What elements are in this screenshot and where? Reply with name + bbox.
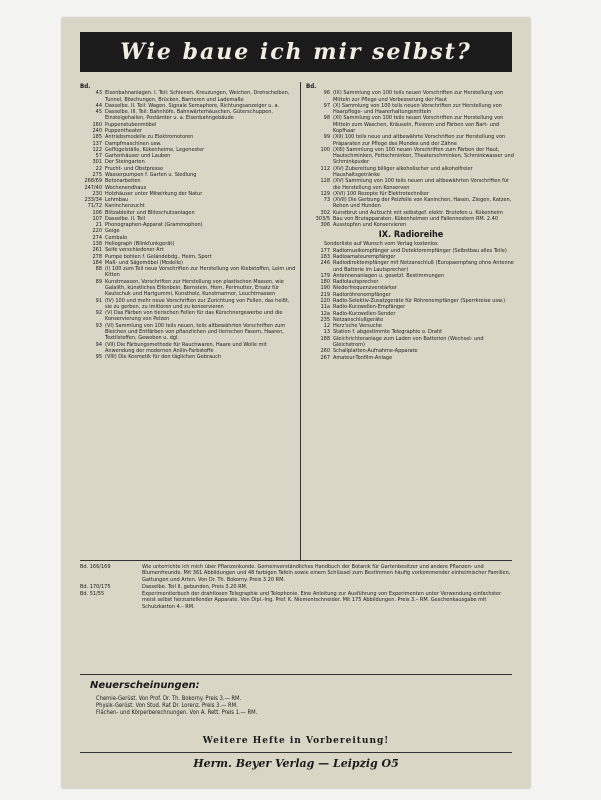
volume-number: 230 [92, 190, 102, 197]
volume-number: 92 [95, 310, 102, 317]
volume-title: Wie unterrichte ich mich über Pflanzenkunde. Gemeinverständliches Handbuch der Botanik für Gartenbesitzer und andere Pflanzen- und Blumenfreunde. Mit 361 Abbildungen und 48 farbigen Tafeln sowie einem Schlüssel zum Bestimmen häufig vorkommender einheimischer Familien, Gattungen und Arten. Von Dr. Th. Bokorny. Preis 3.20 RM. [142, 564, 511, 583]
volume-title: Heliograph (Blinkfunkgerät) [105, 241, 175, 248]
volume-number: 44 [95, 102, 102, 109]
volume-title: Puppentheater [105, 127, 142, 134]
volume-title: Gartenhäuser und Lauben [105, 153, 171, 160]
new-releases-list [96, 696, 506, 718]
list-item [306, 336, 516, 349]
volume-number: 95 [95, 354, 102, 361]
list-item [306, 134, 516, 147]
volume-number: 11a [320, 304, 330, 311]
list-item [80, 584, 512, 590]
volume-title: Betonarbeiten [105, 178, 141, 185]
list-item [306, 178, 516, 191]
volume-number: 261 [92, 247, 102, 254]
volume-title: Maß- und Sägemöbel (Modelle) [105, 259, 184, 266]
list-item [80, 279, 296, 298]
radio-section-subtitle: Sonderliste auf Wunsch vom Verlag kostenlos [324, 241, 438, 248]
volume-number: 233/34 [84, 197, 102, 204]
volume-number: 107 [92, 215, 102, 222]
volume-number: 246 [320, 260, 330, 267]
publisher-line: Herm. Beyer Verlag — Leipzig O5 [193, 757, 399, 770]
list-item [306, 260, 516, 273]
volume-title: Kaninchenzucht [105, 203, 145, 210]
volume-number: 306 [320, 222, 330, 229]
volume-title: Radioamateurempfänger [333, 254, 396, 261]
volume-number: 91 [95, 297, 102, 304]
volume-title: Frucht- und Obstpresse [105, 165, 164, 172]
volume-number: 98 [323, 115, 330, 122]
volume-title: Eisenbahnanlagen. I. Teil: Schienen, Kreuzungen, Weichen, Drehscheiben, Tunnel, Böschungen, Brücken, Barrieren und Lademaße [105, 90, 290, 103]
volume-title: (XI) Sammlung von 100 teils neuen Vorschriften zur Herstellung von Mitteln zum Waschen, Kräuseln, Fixieren und Färben von Bart- und Kopfhaar [333, 115, 504, 134]
list-item [306, 222, 516, 228]
list-item [306, 197, 516, 210]
volume-number: 45 [95, 109, 102, 116]
volume-title: Radio-Selektiv-Zusatzgeräte für Röhrenempfänger (Sperrkreise usw.) [333, 298, 506, 304]
volume-title: (XV) Sammlung von 100 teils neuen und altbewährten Vorschriften für die Herstellung von Konserven [333, 178, 510, 191]
volume-number: 180 [320, 279, 330, 286]
left-entry-list [80, 90, 296, 360]
volume-title: Dampfmaschinen usw. [105, 140, 162, 147]
volume-title: Gleichrichteranlage zum Laden von Batterien (Wechsel- und Gleichstrom) [333, 335, 484, 348]
document-page [62, 18, 530, 788]
new-release-item: Chemie-Gerüst. Von Prof. Dr. Th. Bokorny. Preis 3.— RM. [96, 696, 242, 702]
volume-title: (VIII) Die Kosmetik für den täglichen Gebrauch [105, 354, 222, 361]
list-item [306, 147, 516, 166]
right-entry-list [306, 90, 516, 228]
more-coming-note: Weitere Hefte in Vorbereitung! [202, 736, 390, 746]
volume-number: 275 [92, 171, 102, 178]
volume-number: 112 [320, 165, 330, 172]
volume-title: Niederfrequenzverstärker [333, 285, 397, 292]
book-descriptions [80, 564, 512, 611]
volume-title: (I) 100 zum Teil neue Vorschriften zur Herstellung von Klebstoffen, Leim und Kitten [105, 266, 296, 279]
list-item [80, 591, 512, 610]
volume-number: 22 [95, 165, 102, 172]
radio-section-title: IX. Radioreihe [378, 230, 444, 241]
volume-title: Geflügelställe, Kükenheime, Legenester [105, 146, 205, 153]
volume-title: Radiodirektempfänger mit Netzanschluß (Europaempfang ohne Antenne und Batterie im Lautsprecher) [333, 260, 514, 273]
volume-number: 219 [320, 291, 330, 298]
list-item [306, 166, 516, 179]
volume-number: 93 [95, 322, 102, 329]
volume-number: 122 [92, 146, 102, 153]
volume-title: Geige [105, 228, 120, 235]
volume-title: Pumpe bohlen f. Geländebdg., Heim, Sport [105, 253, 212, 260]
list-item [80, 323, 296, 342]
volume-number: 190 [320, 285, 330, 292]
divider-line [80, 752, 512, 753]
left-column [80, 84, 296, 360]
volume-number: 268/69 [84, 178, 102, 185]
divider-line [80, 674, 512, 675]
volume-title: Dasselbe. Teil II, gebunden, Preis 3.20 RM. [142, 583, 248, 590]
volume-number: 235 [320, 316, 330, 323]
volume-number: 99 [323, 134, 330, 141]
volume-number: 184 [92, 259, 102, 266]
volume-title: Bau von Brutapparaten, Kükenheimen und Fallennestern RM. 2.40 [333, 215, 499, 222]
volume-title: Kunstbrut und Aufzucht mit selbstgef. elektr. Brutofen u. Kükenheim [333, 209, 503, 216]
volume-title: Antennenanlagen u. gesetzl. Bestimmungen [333, 272, 445, 279]
volume-title: Wochenendhaus [105, 184, 147, 191]
list-item [80, 342, 296, 355]
volume-title: Dasselbe. II. Teil: Wagen, Signale Semaphore, Richtungsanzeiger u. a. [105, 102, 280, 109]
volume-number: 278 [92, 253, 102, 260]
volume-number: 302 [320, 209, 330, 216]
volume-number: 188 [320, 335, 330, 342]
volume-title: (IV) 100 und mehr neue Vorschriften zur Zurichtung von Fellen, das heißt, sie zu gerben, zu imitieren und zu konservieren [105, 297, 290, 310]
list-item [306, 355, 516, 361]
volume-title: Dasselbe. III. Teil: Bahnhöfe, Bahnwärterhäuschen, Güterschuppen, Einsteigehallen, Postämter u. a. Eisenbahngebäude [105, 109, 273, 122]
volume-number: 160 [92, 121, 102, 128]
volume-number: 220 [92, 228, 102, 235]
volume-title: (XVI) 100 Rezepte für Elektrotechniker [333, 190, 429, 197]
volume-number: 138 [92, 241, 102, 248]
volume-number: 129 [320, 190, 330, 197]
page-title: Wie baue ich mir selbst? [80, 32, 512, 72]
volume-number: 12a [320, 310, 330, 317]
volume-number: 137 [92, 140, 102, 147]
new-release-item: Flächen- und Körperberechnungen. Von A. Rett. Preis 1.— RM. [96, 710, 258, 717]
volume-title: Radioröhrenempfänger [333, 291, 391, 298]
volume-number: 183 [320, 254, 330, 261]
volume-title: Seife verschiedener Art [105, 247, 164, 254]
volume-title: Schallplatten-Aufnahme-Apparate [333, 348, 418, 355]
volume-number: 73 [323, 197, 330, 204]
volume-title: Radiomusikempfänger und Detektorempfänger (Selbstbau alles Teile) [333, 247, 507, 254]
list-item [80, 354, 296, 360]
volume-title: Herz'sche Versuche [333, 323, 382, 330]
volume-title: Radio-Kurzwellen-Sender [333, 310, 396, 317]
right-column [306, 84, 516, 361]
list-item [80, 109, 296, 122]
volume-title: Station f. abgestimmte Telegraphie o. Draht [333, 329, 443, 336]
volume-number: 13 [323, 329, 330, 336]
volume-number: 94 [95, 341, 102, 348]
volume-number: 57 [95, 153, 102, 160]
volume-number: 12 [323, 323, 330, 330]
volume-title: (XIII) Sammlung von 100 neuen Vorschriften zum Färben der Haut, Hautschminken, Fettschminken, Theaterschminken, Schminkwasser und Schminkpuder [333, 146, 514, 166]
list-item [80, 90, 296, 103]
volume-title: (XII) 100 teils neue und altbewährte Vorschriften zur Herstellung von Präparaten zur Pflege des Mundes und der Zähne [333, 134, 506, 147]
volume-number: 303/5 [315, 215, 330, 222]
volume-number: 185 [92, 134, 102, 141]
volume-number: 220 [320, 298, 330, 304]
volume-number: 106 [92, 209, 102, 216]
volume-number: 71/72 [87, 203, 102, 210]
volume-number: 247/40 [84, 184, 102, 191]
list-item [306, 103, 516, 116]
volume-title: (X) Sammlung von 100 teils neuen Vorschriften zur Herstellung von Haarpflege- und Haarerhaltungsmitteln [333, 102, 502, 116]
volume-number: 89 [95, 278, 102, 285]
column-divider [300, 82, 301, 560]
volume-title: Der Steingarten [105, 159, 145, 166]
radio-entry-list [306, 248, 516, 361]
volume-title: Antriebsmodelle zu Elektromotoren [105, 134, 194, 141]
list-item [306, 90, 516, 103]
volume-number: 267 [320, 354, 330, 361]
volume-number: 179 [320, 272, 330, 279]
volume-number: 128 [320, 178, 330, 185]
volume-title: Kunstmassen, Vorschriften zur Herstellung von plastischen Massen, wie Galalith, künstliches Elfenbein, Bernstein, Horn, Perlmutter, Ersatz für Kautschuk und Hartgummi, Kunstholz, Kunstmarmor, Leuchtmassen [105, 278, 284, 298]
volume-title: Ausstopfen und Konservieren [333, 222, 407, 229]
new-releases-title: Neuerscheinungen: [90, 680, 200, 691]
volume-number: Bd. 166/169 [80, 564, 111, 570]
volume-title: Lehmbau [105, 197, 129, 204]
volume-title: Blitzableiter und Blitzschutzanlagen [105, 209, 195, 216]
volume-title: Cembalo [105, 234, 128, 241]
volume-title: Netzanschlußgeräte [333, 316, 384, 323]
new-release-item: Physik-Gerüst. Von Stud. Rat Dr. Lorenz. Preis 3.— RM. [96, 703, 238, 710]
volume-title: Wasserpumpen f. Garten u. Siedlung [105, 171, 197, 178]
volume-number: 274 [92, 234, 102, 241]
volume-number: 177 [320, 247, 330, 254]
divider-line [80, 560, 512, 561]
list-item [80, 310, 296, 323]
volume-title: Holzhäuser unter Mitwirkung der Natur [105, 190, 203, 197]
column-head: Bd. [306, 83, 317, 90]
volume-title: Phonographen-Apparat (Grammophon) [105, 222, 203, 229]
volume-number: 97 [323, 102, 330, 109]
volume-number: 301 [92, 159, 102, 166]
volume-title: (XVII) Die Gerbung der Pelzfelle von Kaninchen, Hasen, Ziegen, Katzen, Rehen und Hunden [333, 197, 512, 210]
volume-number: Bd. 170/175 [80, 583, 111, 590]
volume-number: 21 [95, 222, 102, 229]
volume-number: 43 [95, 90, 102, 97]
volume-title: Experimentierbuch der drahtlosen Telegraphie und Telephonie. Eine Anleitung zur Ausführung von Experimenten unter Verwendung einfachster meist selbst herzustellender Apparate. Von Dipl.-Ing. Prof. K. Niementschneider. Mit 175 Abbildungen. Preis 3.– RM. Geschenkausgabe mit Schutzkarton 4.– RM. [142, 591, 502, 610]
volume-number: 240 [92, 127, 102, 134]
column-head: Bd. [80, 83, 91, 90]
volume-title: (VII) Die Färbungsmethode für Rauchwaren, Haare und Wolle mit Anwendung der modernen Anilin-Farbstoffe [105, 341, 267, 354]
volume-title: (V) Das Färben von tierischen Fellen für das Kürschnergewerbe und die Konservierung von Pelzen [105, 310, 283, 323]
volume-title: Radiolautsprecher [333, 279, 379, 286]
list-item [80, 298, 296, 311]
volume-title: (XV) Zubereitung billiger alkoholischer und alkoholfreier Haushaltsgetränke [333, 165, 473, 178]
list-item [80, 266, 296, 279]
list-item [306, 115, 516, 134]
volume-number: 96 [323, 90, 330, 97]
volume-title: Dasselbe. II. Teil [105, 215, 146, 222]
volume-title: (VI) Sammlung von 100 teils neuen, teils altbewährten Vorschriften zum Bleichen und Entfärben von pflanzlichen und tierischen Fasern, Haaren, Textilstoffen, Geweben u. dgl. [105, 322, 286, 342]
volume-number: 260 [320, 348, 330, 355]
volume-title: Radio-Kurzwellen-Empfänger [333, 304, 406, 311]
volume-number: 88 [95, 266, 102, 273]
volume-title: (IX) Sammlung von 100 teils neuen Vorschriften zur Herstellung von Mitteln zur Pflege und Verbesserung der Haut [333, 90, 504, 103]
volume-title: Amateur-Tonfilm-Anlage [333, 354, 393, 361]
volume-title: Puppenstubenmöbel [105, 121, 157, 128]
list-item [80, 564, 512, 583]
volume-number: 100 [320, 146, 330, 153]
volume-number: Bd. 51/55 [80, 591, 105, 598]
